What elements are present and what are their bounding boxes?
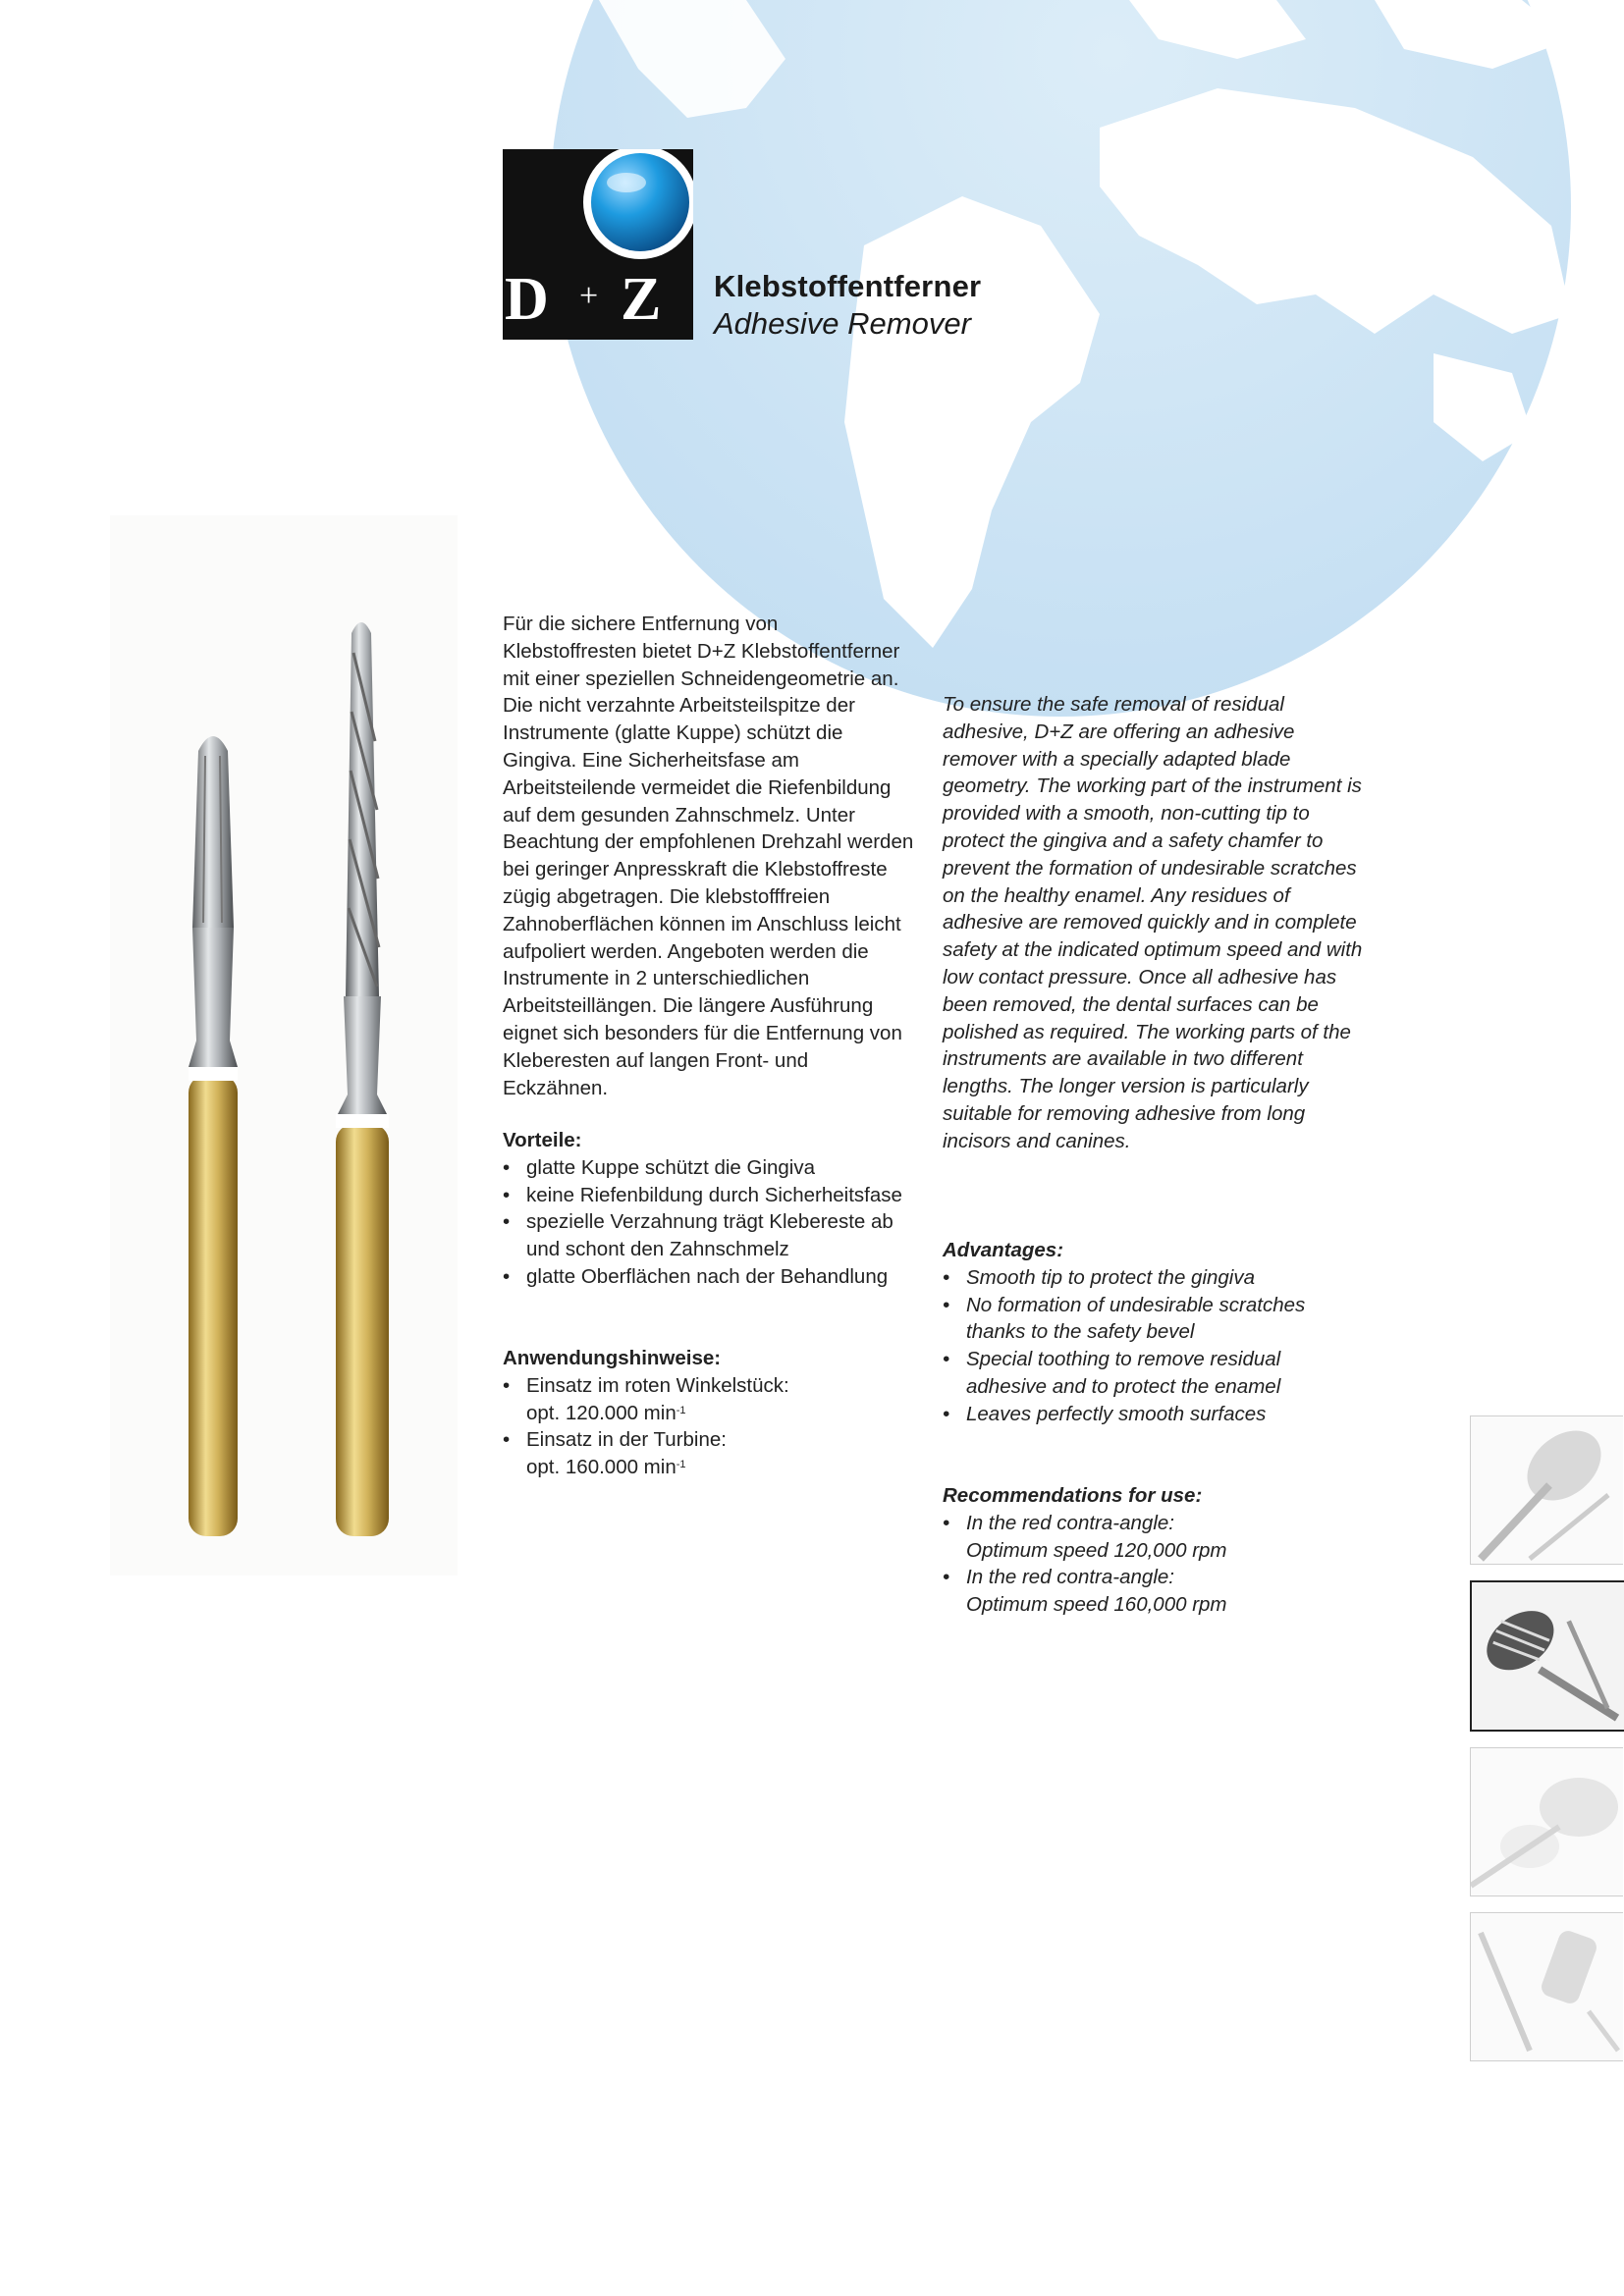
thumbnail-polishers[interactable] <box>1470 1747 1623 1896</box>
list-item: • Special toothing to remove residual adhesive and to protect the enamel <box>943 1346 1365 1401</box>
usage-value: Optimum speed 160,000 rpm <box>966 1593 1227 1617</box>
title-german: Klebstoffentferner <box>714 269 982 303</box>
title-block <box>714 269 981 342</box>
diamond-bur-icon <box>1471 1416 1623 1564</box>
misc-instrument-icon <box>1471 1913 1623 2060</box>
list-item <box>943 1510 1365 1565</box>
title-english: Adhesive Remover <box>714 306 971 341</box>
list-item: • keine Riefenbildung durch Sicherheitsfase <box>503 1182 915 1209</box>
list-item: • glatte Kuppe schützt die Gingiva <box>503 1154 915 1182</box>
usage-label: • In the red contra-angle: <box>966 1566 1174 1589</box>
german-usage-heading: Anwendungshinweise: <box>503 1347 722 1369</box>
section-thumbnails <box>1470 1415 1624 2077</box>
list-item: • Leaves perfectly smooth surfaces <box>943 1401 1365 1428</box>
list-item <box>943 1564 1365 1619</box>
list-item: • glatte Oberflächen nach der Behandlung <box>503 1263 915 1291</box>
long-bur <box>336 622 389 1536</box>
usage-label: • In the red contra-angle: <box>966 1511 1174 1534</box>
english-description <box>943 691 1365 1155</box>
svg-text:D: D <box>505 266 549 333</box>
dz-logo <box>503 149 693 340</box>
german-usage <box>503 1345 915 1481</box>
german-advantages <box>503 1127 915 1291</box>
thumbnail-diamond-instruments[interactable] <box>1470 1415 1623 1565</box>
english-advantages-heading: Advantages: <box>943 1239 1064 1261</box>
usage-value: Optimum speed 120,000 rpm <box>966 1538 1227 1562</box>
thumbnail-misc-instruments[interactable] <box>1470 1912 1623 2061</box>
list-item: • No formation of undesirable scratches thanks to the safety bevel <box>943 1292 1365 1347</box>
list-item <box>503 1372 915 1427</box>
carbide-bur-icon <box>1472 1582 1622 1728</box>
usage-value: opt. 120.000 $\min^{-1}$ <box>526 1401 686 1424</box>
english-body-text: To ensure the safe removal of residual adhesive, D+Z are offering an adhesive remover with a specially adapted blade geometry. The working part of the instrument is provided with a smooth, non-cutting tip to protect the gingiva and a safety chamfer to prevent the formation of undesirable scratches on the healthy enamel. Any residues of adhesive are removed quickly and in complete safety at the indicated optimum speed and with low contact pressure. Once all adhesive has been removed, the dental surfaces can be polished as required. The working parts of the instruments are available in two different lengths. The longer version is particularly suitable for removing adhesive from long incisors and canines. <box>943 693 1363 1152</box>
list-item: • spezielle Verzahnung trägt Klebereste ab und schont den Zahnschmelz <box>503 1208 915 1263</box>
german-body-text: Für die sichere Entfernung von Klebstoffresten bietet D+Z Klebstoffentferner mit einer speziellen Schneidengeometrie an. Die nicht verzahnte Arbeitsteilspitze der Instrumente (glatte Kuppe) schützt die Gingiva. Eine Sicherheitsfase am Arbeitsteilende vermeidet die Riefenbildung auf dem gesunden Zahnschmelz. Unter Beachtung der empfohlenen Drehzahl werden bei geringer Anpresskraft die Klebstoffreste zügig abgetragen. Die klebstofffreien Zahnoberflächen können im Anschluss leicht aufpoliert werden. Angeboten werden die Instrumente in 2 unterschiedlichen Arbeitsteillängen. Die längere Ausführung eignet sich besonders für die Entfernung von Kleberesten auf langen Front- und Eckzähnen. <box>503 613 914 1099</box>
thumbnail-carbide-instruments[interactable] <box>1470 1580 1624 1732</box>
usage-value: opt. 160.000 $\min^{-1}$ <box>526 1456 686 1479</box>
polisher-icon <box>1471 1748 1623 1896</box>
list-item <box>503 1426 915 1481</box>
english-usage-heading: Recommendations for use: <box>943 1484 1203 1507</box>
usage-label: • Einsatz in der Turbine: <box>526 1428 727 1452</box>
english-usage <box>943 1482 1365 1619</box>
svg-text:Z: Z <box>621 266 662 333</box>
list-item: • Smooth tip to protect the gingiva <box>943 1264 1365 1292</box>
short-bur <box>189 736 238 1536</box>
usage-label: • Einsatz im roten Winkelstück: <box>526 1373 789 1397</box>
german-description <box>503 611 915 1101</box>
english-advantages <box>943 1237 1365 1428</box>
svg-text:+: + <box>579 278 599 314</box>
german-advantages-heading: Vorteile: <box>503 1129 582 1151</box>
product-photo <box>110 515 458 1575</box>
